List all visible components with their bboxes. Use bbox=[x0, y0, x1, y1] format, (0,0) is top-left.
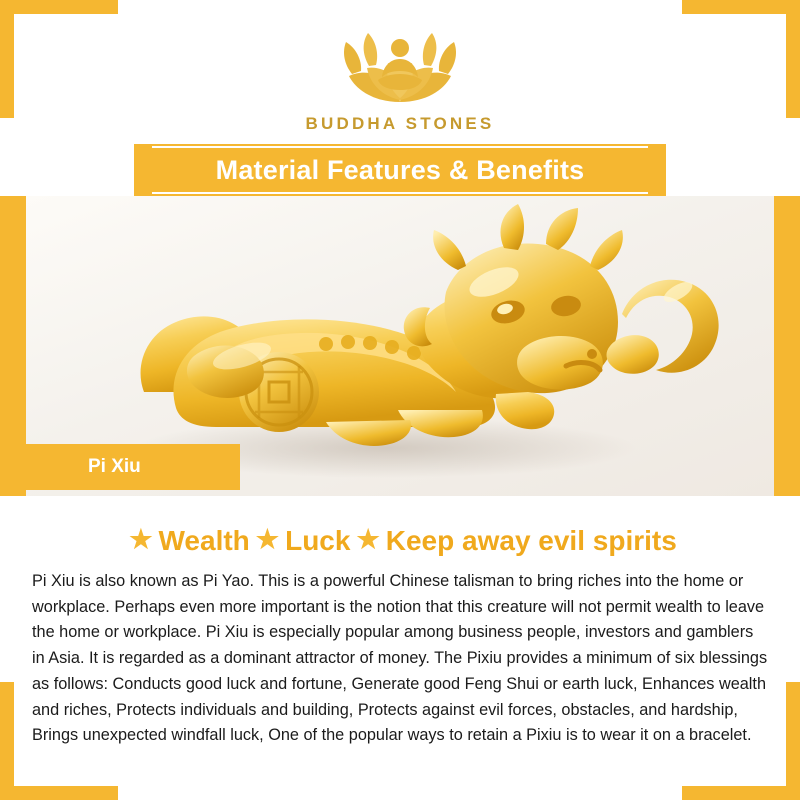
brand-header bbox=[14, 14, 786, 144]
corner-frame-top-left-vertical bbox=[0, 0, 14, 118]
side-band-right bbox=[774, 196, 800, 496]
benefit-item-evil-spirits: Keep away evil spirits bbox=[385, 525, 677, 556]
star-icon: ★ bbox=[356, 524, 380, 554]
side-band-left bbox=[0, 196, 26, 496]
description-paragraph: Pi Xiu is also known as Pi Yao. This is a powerful Chinese talisman to bring riches into the home or workplace. Perhaps even more important is the notion that this creature will not permit wealth to leave the home or workplace. Pi Xiu is especially popular among business people, investors and gamblers in Asia. It is regarded as a dominant attractor of money. The Pixiu provides a minimum of six blessings as follows: Conducts good luck and fortune, Generate good Feng Shui or earth luck, Enhances wealth and riches, Protects individuals and building, Protects against evil forces, obstacles, and hardship, Brings unexpected windfall luck, One of the popular ways to retain a Pixiu is to wear it on a bracelet. bbox=[32, 572, 768, 745]
corner-frame-bottom-left-horizontal bbox=[0, 786, 118, 800]
product-caption-label: Pi Xiu bbox=[88, 456, 141, 477]
corner-frame-top-right-horizontal bbox=[682, 0, 800, 14]
corner-frame-bottom-right-horizontal bbox=[682, 786, 800, 800]
section-title-banner bbox=[134, 144, 666, 196]
corner-frame-bottom-right-vertical bbox=[786, 682, 800, 800]
brand-name: BUDDHA STONES bbox=[305, 114, 495, 133]
benefit-item-wealth: Wealth bbox=[158, 525, 250, 556]
benefits-headline bbox=[22, 524, 778, 557]
star-icon: ★ bbox=[255, 524, 280, 554]
section-title-banner-inner bbox=[152, 146, 648, 194]
benefit-item-luck: Luck bbox=[285, 525, 351, 556]
corner-frame-top-left-horizontal bbox=[0, 0, 118, 14]
corner-frame-bottom-left-vertical bbox=[0, 682, 14, 800]
star-icon: ★ bbox=[129, 524, 153, 554]
page-title: Material Features & Benefits bbox=[215, 154, 585, 185]
lotus-meditation-figure-icon bbox=[316, 24, 484, 112]
product-caption-tab bbox=[26, 444, 240, 490]
description-block bbox=[14, 500, 786, 786]
corner-frame-top-right-vertical bbox=[786, 0, 800, 118]
